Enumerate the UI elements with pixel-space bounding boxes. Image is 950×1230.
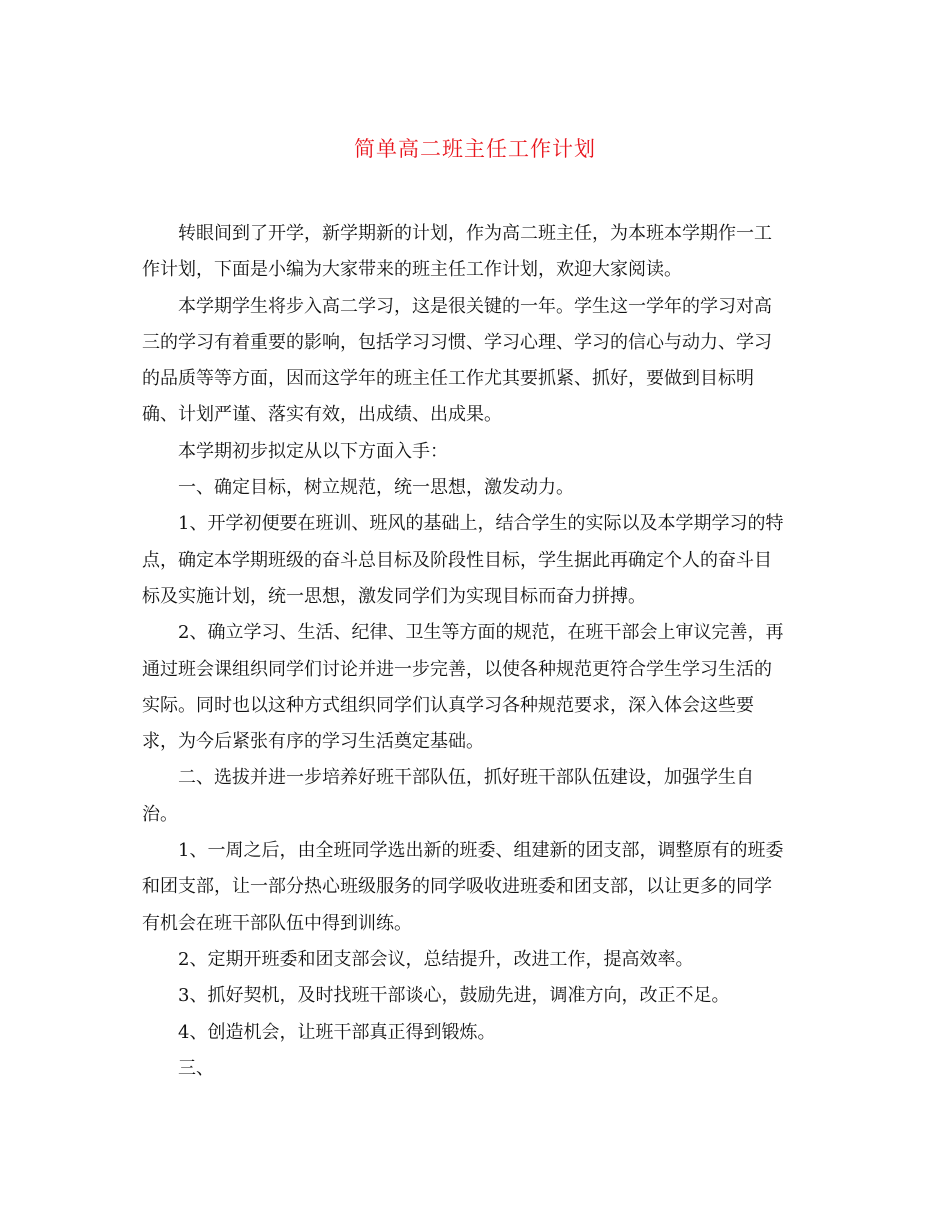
text-line: 2、确立学习、生活、纪律、卫生等方面的规范，在班干部会上审议完善，再: [178, 622, 784, 644]
text-line: 1、一周之后，由全班同学选出新的班委、组建新的团支部，调整原有的班委: [178, 840, 784, 862]
text-line: 的品质等等方面，因而这学年的班主任工作尤其要抓紧、抓好，要做到目标明: [142, 368, 754, 390]
text-line: 和团支部，让一部分热心班级服务的同学吸收进班委和团支部，以让更多的同学: [142, 876, 772, 898]
text-line: 二、选拔并进一步培养好班干部队伍，抓好班干部队伍建设，加强学生自: [178, 767, 754, 789]
paragraph: [142, 978, 808, 1014]
text-line: 三的学习有着重要的影响，包括学习习惯、学习心理、学习的信心与动力、学习: [142, 331, 772, 353]
paragraph: [142, 833, 808, 942]
paragraph: [142, 289, 808, 434]
text-line: 治。: [142, 803, 178, 825]
paragraph: [142, 942, 808, 978]
document-body: [142, 216, 808, 1087]
text-line: 作计划，下面是小编为大家带来的班主任工作计划，欢迎大家阅读。: [142, 259, 682, 281]
text-line: 三、: [178, 1057, 214, 1079]
paragraph: [142, 470, 808, 506]
text-line: 本学期学生将步入高二学习，这是很关键的一年。学生这一学年的学习对高: [178, 295, 772, 317]
text-line: 有机会在班干部队伍中得到训练。: [142, 912, 412, 934]
paragraph: [142, 434, 808, 470]
text-line: 实际。同时也以这种方式组织同学们认真学习各种规范要求，深入体会这些要: [142, 694, 754, 716]
text-line: 点，确定本学期班级的奋斗总目标及阶段性目标，学生据此再确定个人的奋斗目: [142, 549, 772, 571]
text-line: 本学期初步拟定从以下方面入手：: [178, 440, 448, 462]
paragraph: [142, 1015, 808, 1051]
paragraph: [142, 760, 808, 833]
paragraph: [142, 506, 808, 615]
text-line: 转眼间到了开学，新学期新的计划，作为高二班主任，为本班本学期作一工: [178, 223, 772, 244]
paragraph: [142, 216, 808, 289]
paragraph: [142, 1051, 808, 1087]
document-title: 简单高二班主任工作计划: [354, 137, 596, 161]
text-line: 确、计划严谨、落实有效，出成绩、出成果。: [142, 404, 502, 426]
text-line: 标及实施计划，统一思想，激发同学们为实现目标而奋力拼搏。: [142, 585, 646, 607]
text-line: 一、确定目标，树立规范，统一思想，激发动力。: [178, 477, 574, 499]
text-line: 2、定期开班委和团支部会议，总结提升，改进工作，提高效率。: [178, 948, 694, 970]
text-line: 求，为今后紧张有序的学习生活奠定基础。: [142, 731, 484, 753]
text-line: 3、抓好契机，及时找班干部谈心，鼓励先进，调准方向，改正不足。: [178, 985, 730, 1007]
text-line: 4、创造机会，让班干部真正得到锻炼。: [178, 1021, 496, 1043]
text-line: 通过班会课组织同学们讨论并进一步完善，以使各种规范更符合学生学习生活的: [142, 658, 772, 680]
text-line: 1、开学初便要在班训、班风的基础上，结合学生的实际以及本学期学习的特: [178, 513, 784, 535]
paragraph: [142, 615, 808, 760]
